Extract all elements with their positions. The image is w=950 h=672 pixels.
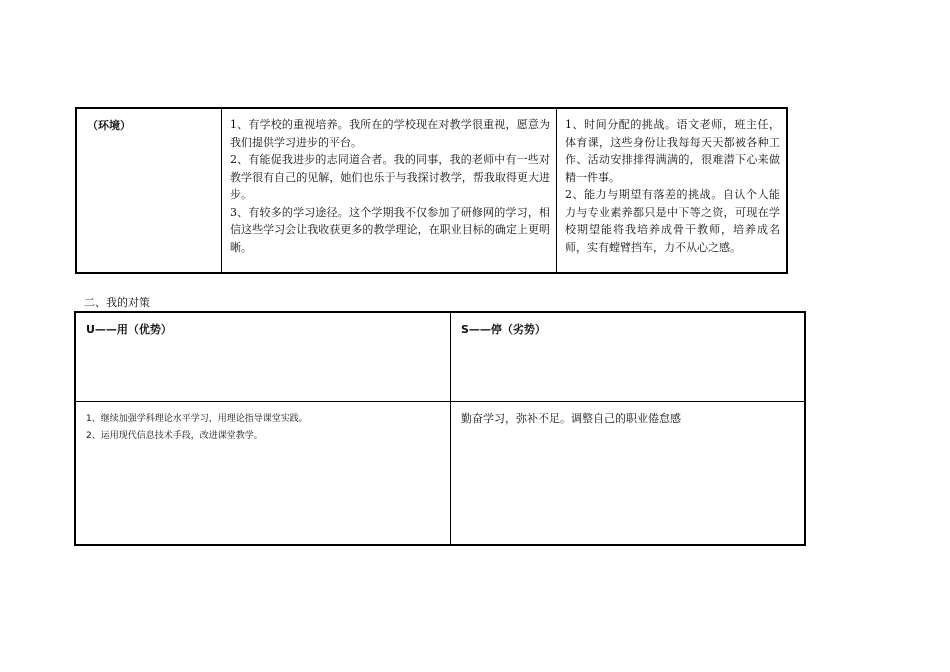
stop-text-cell: 勤奋学习，弥补不足。调整自己的职业倦怠感 <box>451 402 806 546</box>
threats-cell <box>557 108 788 273</box>
environment-label: （环境） <box>87 119 131 132</box>
opportunity-item: 2、有能促我进步的志同道合者。我的同事，我的老师中有一些对教学很有自己的见解，她们也乐于与我探讨教学，帮我取得更大进步。 <box>230 153 550 201</box>
opportunity-item: 3、有较多的学习途径。这个学期我不仅参加了研修网的学习，相信这些学习会让我收获更多的教学理论，在职业目标的确定上更明晰。 <box>230 205 550 254</box>
strategy-table <box>74 311 806 546</box>
section-title: 二、我的对策 <box>84 296 150 309</box>
environment-table <box>75 107 788 274</box>
use-item: 2、运用现代信息技术手段，改进课堂教学。 <box>86 431 263 441</box>
stop-header: S——停（劣势） <box>451 312 806 402</box>
threat-item: 1、时间分配的挑战。语文老师，班主任，体育课，这些身份让我每每天天都被各种工作、活动安排排得满满的，很难潜下心来做精一件事。 <box>565 118 780 184</box>
use-header: U——用（优势） <box>86 323 172 336</box>
threat-item: 2、能力与期望有落差的挑战。自认个人能力与专业素养都只是中下等之资，可现在学校期望能将我培养成骨干教师，培养成名师，实有螳臂挡车，力不从心之感。 <box>565 188 780 254</box>
opportunities-cell <box>222 108 557 273</box>
use-item: 1、继续加强学科理论水平学习，用理论指导课堂实践。 <box>86 414 308 424</box>
use-items-cell <box>75 402 451 546</box>
opportunity-item: 1、有学校的重视培养。我所在的学校现在对教学很重视，愿意为我们提供学习进步的平台。 <box>230 118 550 149</box>
